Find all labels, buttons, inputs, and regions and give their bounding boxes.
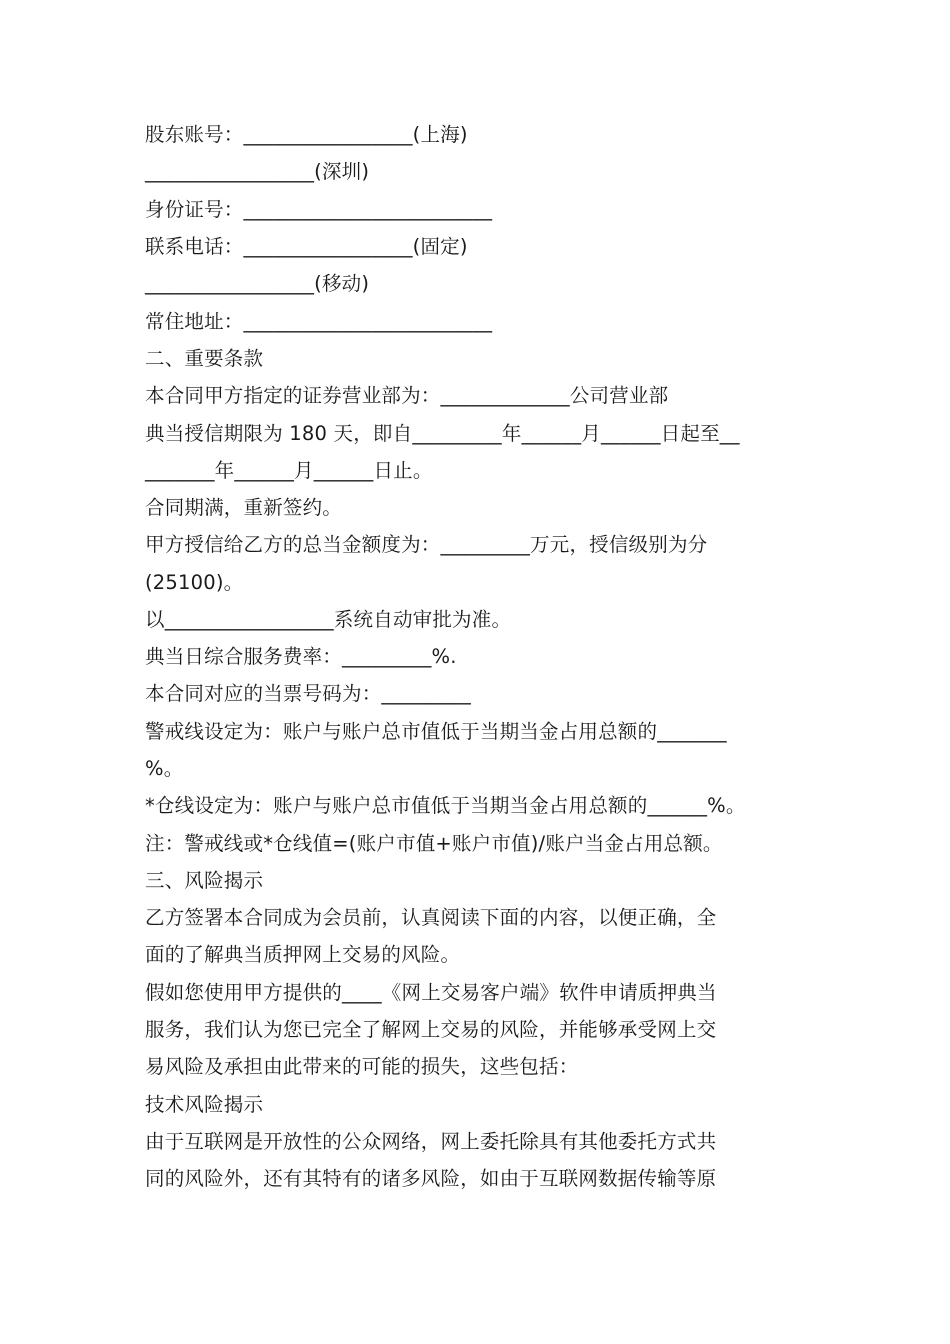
section-heading-risk-disclosure: 三、风险揭示	[145, 869, 264, 892]
paragraph-line: 易风险及承担由此带来的可能的损失，这些包括：	[145, 1055, 579, 1078]
paragraph-line: 面的了解典当质押网上交易的风险。	[145, 943, 461, 966]
id-number-line: 身份证号：_________________________	[145, 198, 493, 221]
paragraph-line: 服务，我们认为您已完全了解网上交易的风险，并能够承受网上交	[145, 1018, 717, 1041]
paragraph-line: _______年______月______日止。	[145, 459, 433, 482]
paragraph-line: (25100)。	[145, 571, 244, 594]
paragraph-line: 本合同甲方指定的证券营业部为：_____________公司营业部	[145, 384, 669, 407]
shenzhen-account-line: _________________(深圳)	[145, 160, 370, 183]
subheading-technical-risk: 技术风险揭示	[145, 1093, 264, 1116]
paragraph-line: 典当授信期限为 180 天，即自_________年______月______日起至__	[145, 422, 740, 445]
paragraph-line: 甲方授信给乙方的总当金额度为：_________万元，授信级别为分	[145, 533, 708, 556]
address-line: 常住地址：_________________________	[145, 310, 493, 333]
paragraph-line: %。	[145, 757, 184, 780]
paragraph-line: 由于互联网是开放性的公众网络，网上委托除具有其他委托方式共	[145, 1130, 717, 1153]
paragraph-line: 本合同对应的当票号码为：_________	[145, 682, 471, 705]
paragraph-line: 典当日综合服务费率：_________%.	[145, 645, 457, 668]
paragraph-line: 警戒线设定为：账户与账户总市值低于当期当金占用总额的_______	[145, 720, 727, 743]
phone-fixed-line: 联系电话：_________________(固定)	[145, 235, 468, 258]
paragraph-line: 以_________________系统自动审批为准。	[145, 608, 512, 631]
paragraph-line: 假如您使用甲方提供的____《网上交易客户端》软件申请质押典当	[145, 981, 717, 1004]
shareholder-account-line: 股东账号：_________________(上海)	[145, 123, 468, 146]
phone-mobile-line: _________________(移动)	[145, 272, 370, 295]
paragraph-line: 乙方签署本合同成为会员前，认真阅读下面的内容，以便正确，全	[145, 906, 717, 929]
paragraph-line: 同的风险外，还有其特有的诸多风险，如由于互联网数据传输等原	[145, 1167, 717, 1190]
section-heading-important-terms: 二、重要条款	[145, 347, 264, 370]
paragraph-line: 合同期满，重新签约。	[145, 496, 343, 519]
paragraph-line: *仓线设定为：账户与账户总市值低于当期当金占用总额的______%。	[145, 794, 746, 817]
paragraph-line: 注：警戒线或*仓线值=(账户市值+账户市值)/账户当金占用总额。	[145, 832, 723, 855]
